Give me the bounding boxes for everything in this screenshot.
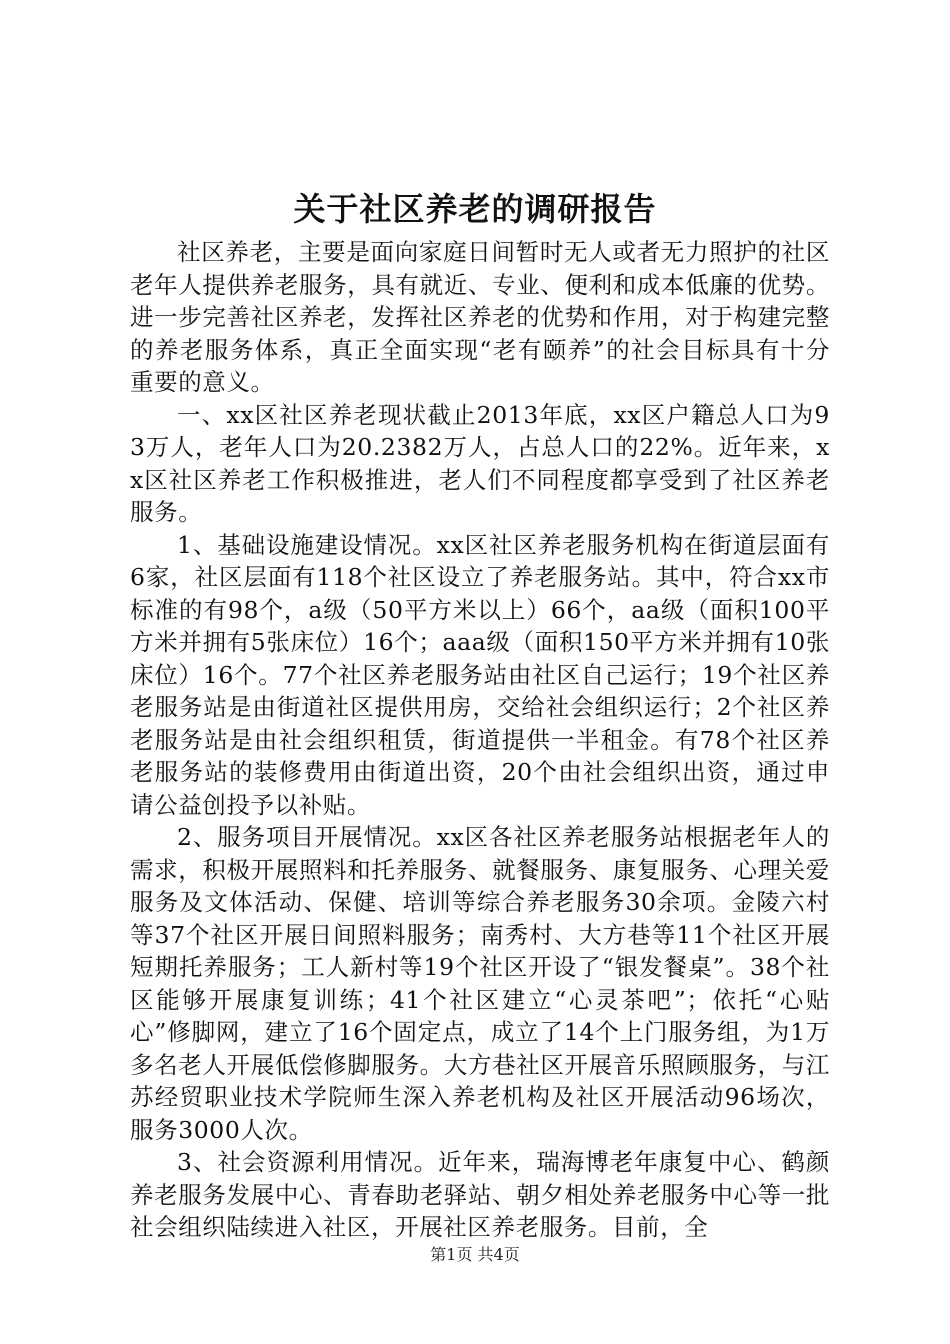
paragraph-services: 2、服务项目开展情况。xx区各社区养老服务站根据老年人的需求，积极开展照料和托养服务、就餐服务、康复服务、心理关爱服务及文体活动、保健、培训等综合养老服务30余项。金陵六村等37个社区开展日间照料服务；南秀村、大方巷等11个社区开展短期托养服务；工人新村等19个社区开设了“银发餐桌”。38个社区能够开展康复训练；41个社区建立“心灵茶吧”；依托“心贴心”修脚网，建立了16个固定点，成立了14个上门服务组，为1万多名老人开展低偿修脚服务。大方巷社区开展音乐照顾服务，与江苏经贸职业技术学院师生深入养老机构及社区开展活动96场次，服务3000人次。 <box>130 823 830 1144</box>
page-number-footer: 第1页 共4页 <box>430 1245 520 1264</box>
paragraph-section-1: 一、xx区社区养老现状截止2013年底，xx区户籍总人口为93万人，老年人口为20.2382万人，占总人口的22%。近年来，xx区社区养老工作积极推进，老人们不同程度都享受到了社区养老服务。 <box>130 400 830 526</box>
paragraph-intro: 社区养老，主要是面向家庭日间暂时无人或者无力照护的社区老年人提供养老服务，具有就近、专业、便利和成本低廉的优势。进一步完善社区养老，发挥社区养老的优势和作用，对于构建完整的养老服务体系，真正全面实现“老有颐养”的社会目标具有十分重要的意义。 <box>130 238 830 396</box>
document-title: 关于社区养老的调研报告 <box>293 190 657 228</box>
document-body <box>130 236 830 1244</box>
paragraph-resources: 3、社会资源利用情况。近年来，瑞海博老年康复中心、鹤颜养老服务发展中心、青春助老驿站、朝夕相处养老服务中心等一批社会组织陆续进入社区，开展社区养老服务。目前，全 <box>130 1148 830 1241</box>
paragraph-infrastructure: 1、基础设施建设情况。xx区社区养老服务机构在街道层面有6家，社区层面有118个社区设立了养老服务站。其中，符合xx市标准的有98个，a级（50平方米以上）66个，aa级（面积100平方米并拥有5张床位）16个；aaa级（面积150平方米并拥有10张床位）16个。77个社区养老服务站由社区自己运行；19个社区养老服务站是由街道社区提供用房，交给社会组织运行；2个社区养老服务站是由社会组织租赁，街道提供一半租金。有78个社区养老服务站的装修费用由街道出资，20个由社会组织出资，通过申请公益创投予以补贴。 <box>130 530 830 819</box>
